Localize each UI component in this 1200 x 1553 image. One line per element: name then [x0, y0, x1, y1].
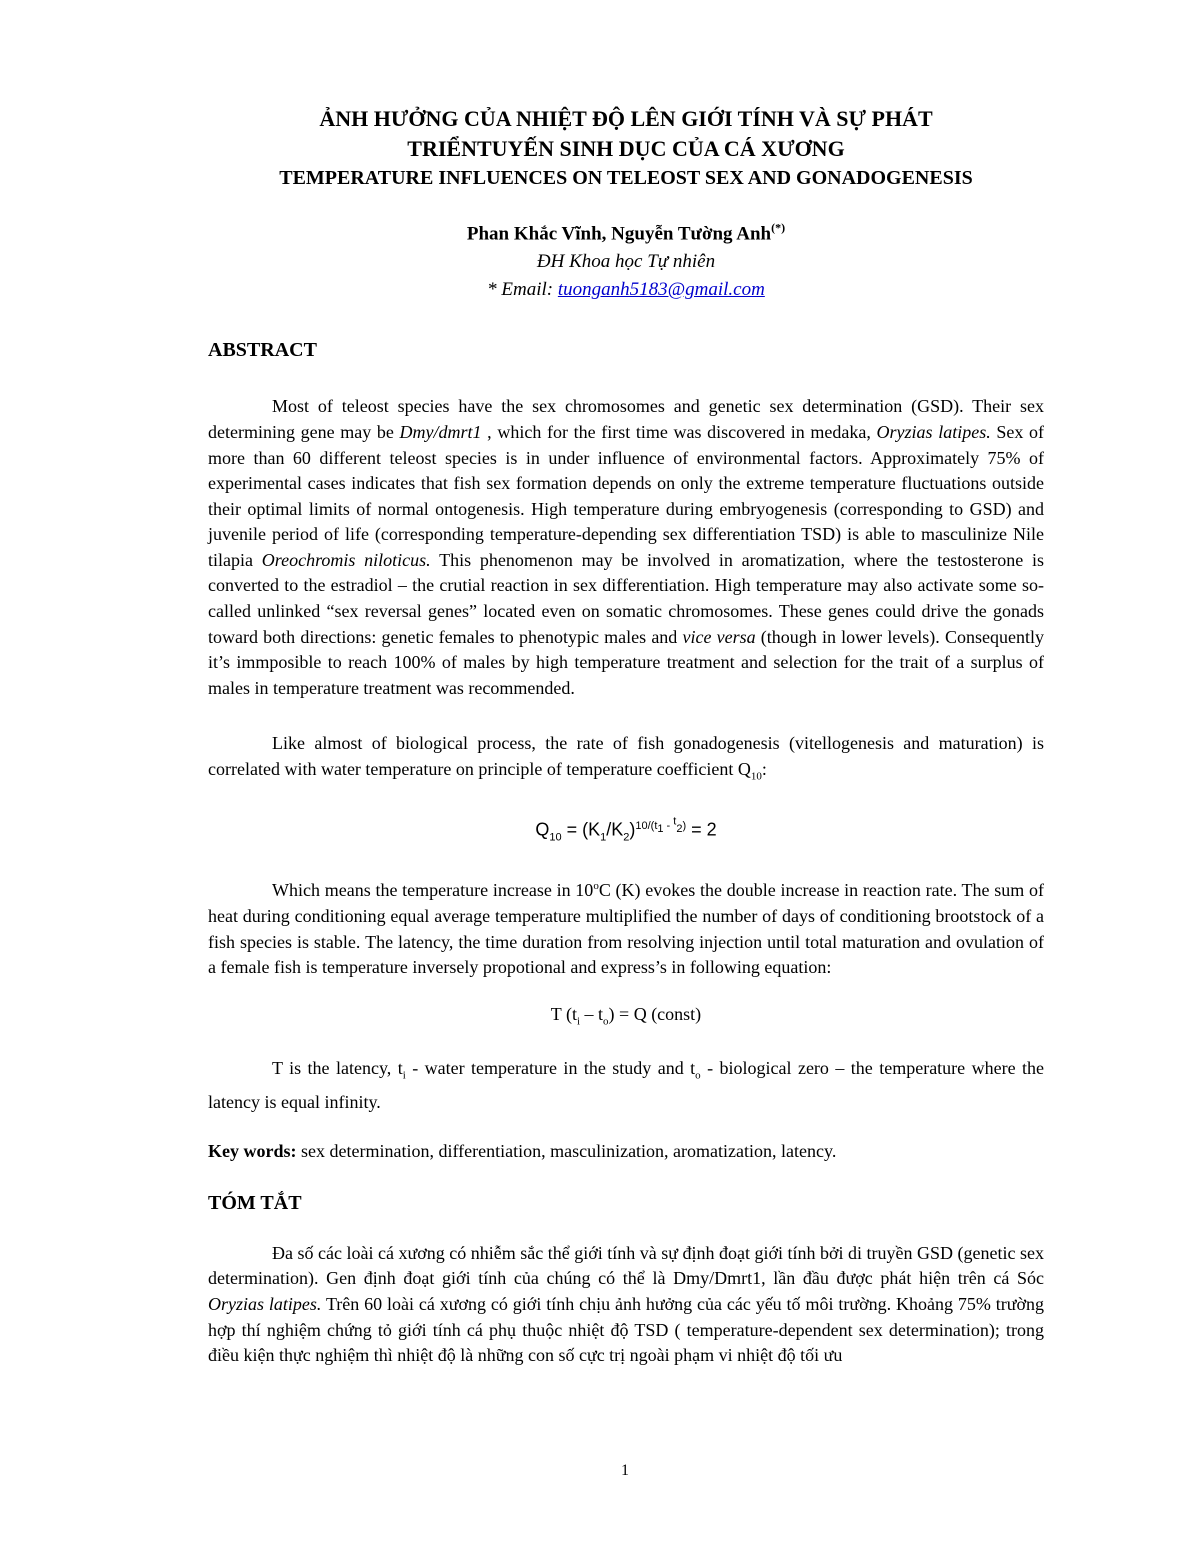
species-name: Oryzias latipes.: [876, 421, 991, 442]
abstract-paragraph-1: [208, 394, 1044, 701]
title-english: TEMPERATURE INFLUENCES ON TELEOST SEX AND GONADOGENESIS: [279, 167, 973, 189]
equation-latency: [208, 1001, 1044, 1035]
gene-name: Dmy/dmrt1: [399, 421, 482, 442]
title-vietnamese-line1: ẢNH HƯỞNG CỦA NHIỆT ĐỘ LÊN GIỚI TÍNH VÀ SỰ PHÁT: [319, 106, 933, 131]
subscript: i: [402, 1070, 406, 1083]
text-span: , which for the first time was discovered in medaka,: [481, 421, 877, 442]
eq-symbol: Q: [535, 819, 550, 840]
summary-heading: TÓM TẮT: [208, 1191, 302, 1214]
text-span: C (K) evokes the double increase in reaction rate. The sum of heat during conditioning equal average temperature multiplified the number of days of conditioning brootstock of a fish species is stable. The latency, the time duration from resolving injection until total maturation and ovulation of a female fish is temperature inversely propotional and express’s in following equation:: [208, 880, 1044, 978]
eq-subscript: o: [603, 1015, 609, 1028]
eq-text: /K: [606, 819, 624, 840]
page-number: 1: [621, 1462, 629, 1479]
eq-subscript: 2: [676, 823, 683, 836]
equation-q10: [208, 808, 1044, 850]
abstract-paragraph-4: [208, 1056, 1044, 1115]
text-span: :: [761, 759, 767, 780]
text-span: - water temperature in the study and t: [405, 1058, 696, 1079]
email-link[interactable]: tuonganh5183@gmail.com: [557, 279, 765, 301]
text-span: (though in lower levels). Consequently it’s immposible to reach 100% of males by high temperature treatment and selection for the trait of a surplus of males in temperature treatment was recommended.: [208, 626, 1044, 698]
species-name: Oryzias latipes.: [208, 1294, 322, 1315]
text-span: Đa số các loài cá xương có nhiễm sắc thể giới tính và sự định đoạt giới tính bởi di truyền GSD (genetic sex determination). Gen định đoạt giới tính của chúng có thể là Dmy/Dmrt1, lần đầu được phát hiện trên cá Sóc: [208, 1242, 1044, 1289]
eq-text: ) = Q (const): [608, 1003, 702, 1024]
author-names: Phan Khắc Vĩnh, Nguyễn Tường Anh: [466, 223, 772, 245]
abstract-heading: ABSTRACT: [208, 339, 317, 362]
corresponding-author-marker: (*): [771, 221, 786, 235]
title-block: [208, 104, 1044, 192]
paper-body: [208, 104, 1044, 1369]
text-span: Sex of more than 60 different teleost species is in under influence of environmental factors. Approximately 75% of experimental cases indicates that fish sex formation depends on only the extreme temperature fluctuations outside their optimal limits of normal ontogenesis. High temperature during embryogenesis (corresponding to GSD) and juvenile period of life (corresponding temperature-depending sex differentiation TSD) is able to masculinize Nile tilapia: [208, 421, 1044, 570]
text-span: - biological zero – the temperature where the latency is equal infinity.: [208, 1058, 1045, 1112]
text-span: T is the latency, t: [272, 1058, 403, 1079]
author-email-line: [208, 276, 1044, 304]
eq-text: = (K: [561, 819, 601, 840]
text-span: Trên 60 loài cá xương có giới tính chịu ảnh hưởng của các yếu tố môi trường. Khoảng 75% trường hợp thí nghiệm chứng tỏ giới tính cá phụ thuộc nhiệt độ TSD ( temperature-dependent sex determination); trong điều kiện thực nghiệm thì nhiệt độ là những con số cực trị ngoài phạm vi nhiệt độ tối ưu: [208, 1294, 1044, 1366]
subscript: 10: [750, 770, 762, 783]
keywords-line: [208, 1139, 1044, 1165]
superscript: o: [593, 880, 599, 893]
eq-text: – t: [580, 1003, 604, 1024]
eq-exponent: 10/(t: [635, 819, 658, 832]
text-span: Which means the temperature increase in 10: [272, 880, 594, 901]
author-block: [208, 214, 1044, 304]
eq-text: ): [682, 819, 687, 832]
title-vietnamese-line2: TRIỂNTUYẾN SINH DỤC CỦA CÁ XƯƠNG: [407, 136, 845, 161]
keywords-label: Key words:: [208, 1141, 297, 1162]
keywords-text: sex determination, differentiation, masculinization, aromatization, latency.: [296, 1141, 837, 1162]
eq-exponent: t: [673, 815, 677, 828]
subscript: o: [695, 1070, 701, 1083]
species-name: Oreochromis niloticus.: [261, 549, 431, 570]
eq-text: ): [629, 819, 636, 840]
author-institution: ĐH Khoa học Tự nhiên: [536, 251, 716, 273]
eq-text: T (t: [550, 1003, 577, 1024]
eq-text: -: [663, 819, 674, 832]
eq-subscript: 1: [657, 823, 664, 836]
text-span: Most of teleost species have the sex chromosomes and genetic sex determination (GSD). Their sex determining gene may be: [208, 396, 1044, 442]
text-span: This phenomenon may be involved in aromatization, where the testosterone is converted to the estradiol – the crutial reaction in sex differentiation. High temperature may also activate some so-called unlinked “sex reversal genes” located even on somatic chromosomes. These genes could drive the gonads toward both directions: genetic females to phenotypic males and: [208, 549, 1045, 647]
eq-subscript: 10: [549, 831, 562, 844]
summary-paragraph-1: [208, 1241, 1044, 1369]
eq-text: = 2: [686, 819, 717, 840]
email-label: * Email:: [487, 279, 558, 301]
author-names-line: [208, 214, 1044, 248]
abstract-paragraph-3: [208, 874, 1044, 980]
eq-subscript: i: [576, 1015, 581, 1028]
abstract-paragraph-2: [208, 731, 1044, 790]
text-span: Like almost of biological process, the rate of fish gonadogenesis (vitellogenesis and maturation) is correlated with water temperature on principle of temperature coefficient Q: [208, 733, 1044, 780]
latin-phrase: vice versa: [682, 626, 756, 647]
eq-subscript: 2: [623, 831, 630, 844]
eq-subscript: 1: [600, 831, 607, 844]
